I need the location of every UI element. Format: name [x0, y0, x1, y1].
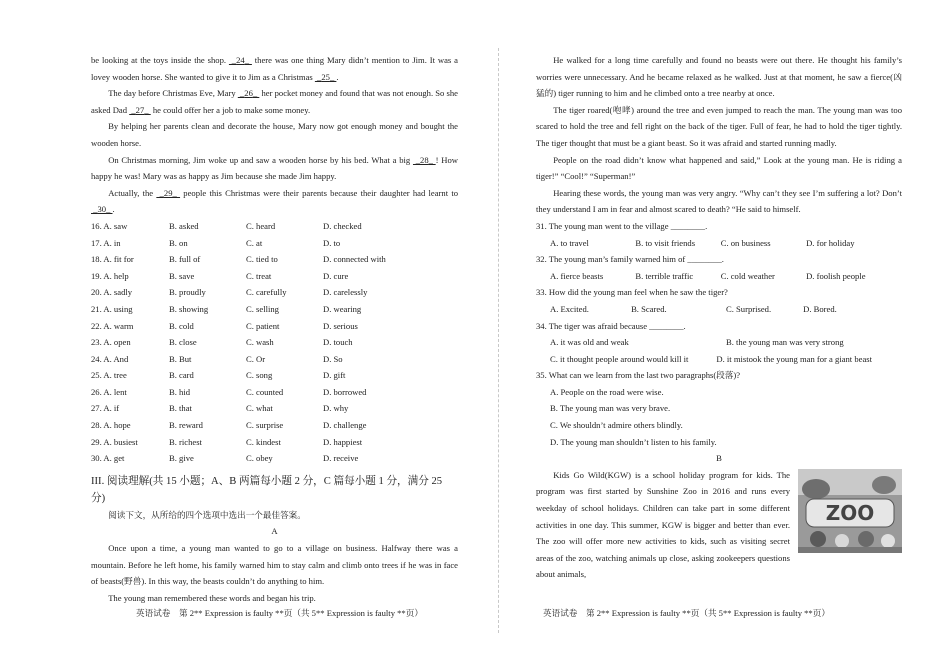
option: D. The young man shouldn’t listen to his family. [550, 436, 717, 447]
option: D. Bored. [803, 303, 837, 314]
option: 30. A. get [91, 453, 125, 464]
option: C. surprise [246, 420, 284, 431]
option: C. wash [246, 337, 274, 348]
question-35: 35. What can we learn from the last two paragraphs(段落)? [536, 370, 741, 381]
option: 29. A. busiest [91, 436, 138, 447]
question-34-options-row-2: C. it thought people around would kill it D. it mistook the young man for a giant beast [550, 353, 873, 364]
blank-28: _28_ [412, 154, 436, 165]
option: B. showing [169, 303, 209, 314]
right-column [536, 52, 902, 583]
option: B. card [169, 370, 194, 381]
option: D. for holiday [806, 237, 855, 248]
option-row [91, 334, 458, 351]
page-footer-right: 英语试卷 第 2** Expression is faulty **页（共 5** Expression is faulty **页） [543, 608, 830, 618]
section-instruction: 阅读下文，从所给的四个选项中选出一个最佳答案。 [108, 509, 306, 520]
option: B. hid [169, 386, 191, 397]
option: B. asked [169, 220, 199, 231]
option: B. save [169, 270, 195, 281]
question-32: 32. The young man’s family warned him of ________. [536, 254, 724, 265]
zoo-photo [798, 469, 902, 553]
option-row [91, 450, 458, 467]
option: B. on [169, 237, 188, 248]
option: 25. A. tree [91, 370, 127, 381]
option: C. Or [246, 353, 266, 364]
option-row [91, 218, 458, 235]
option: C. what [246, 403, 273, 414]
option: B. to visit friends [635, 237, 696, 248]
option: 21. A. using [91, 303, 133, 314]
option-row [91, 400, 458, 417]
option: 27. A. if [91, 403, 120, 414]
cloze-paragraph-4: On Christmas morning, Jim woke up and saw a wooden horse by his bed. What a big _28_ ! How happy he was! Mary was as happy as Jim because she made Jim happy. [91, 154, 458, 182]
blank-24: _24_ [228, 55, 252, 65]
option-row [91, 384, 458, 401]
option: D. to [323, 237, 341, 248]
question-33: 33. How did the young man feel when he saw the tiger? [536, 287, 728, 298]
option: C. at [246, 237, 263, 248]
cloze-paragraph-5: Actually, the _29_ people this Christmas were their parents because their daughter had learnt to _30_ . [91, 187, 458, 215]
option: C. kindest [246, 436, 281, 447]
cloze-paragraph-1: be looking at the toys inside the shop. _24_ there was one thing Mary didn’t mention to Jim. It was a lovey wooden horse. She wanted to give it to Jim as a Christmas _25_ . [91, 55, 458, 82]
option: B. reward [169, 420, 203, 431]
option: D. challenge [323, 420, 367, 431]
option: B. cold [169, 320, 194, 331]
passage-label-a: A [271, 526, 278, 537]
option: 24. A. And [91, 353, 129, 364]
passage-a-paragraph-6: Hearing these words, the young man was very angry. “Why can’t they see I’m suffering a lot? Don’t they understand I am in fear and almost scared to death? “He said to himself. [536, 187, 902, 215]
option: C. cold weather [720, 270, 775, 281]
option: D. cure [323, 270, 349, 281]
option: D. connected with [323, 254, 386, 265]
option: C. tied to [246, 254, 278, 265]
option: B. terrible traffic [635, 270, 694, 281]
blank-26: _26_ [237, 88, 260, 99]
option: B. The young man was very brave. [550, 403, 671, 414]
cloze-paragraph-2: The day before Christmas Eve, Mary _26_ her pocket money and found that was not enough. So she asked Dad _27_ he could offer her a job to make some money. [91, 88, 458, 115]
passage-a-paragraph-3: He walked for a long time carefully and found no beasts were out there. He thought his family’s worries were unnecessary. And he became relaxed as he walked. Just at that moment, he saw a fierce(凶猛的) tiger running to him and he climbed onto a tree nearby at once. [536, 55, 902, 99]
option: 20. A. sadly [91, 287, 133, 298]
option: A. Excited. [550, 303, 589, 314]
question-31-options [536, 235, 902, 252]
option: D. happiest [323, 436, 363, 447]
option: 18. A. fit for [91, 254, 134, 265]
option: 22. A. warm [91, 320, 134, 331]
option: 28. A. hope [91, 420, 131, 431]
option-row [91, 235, 458, 252]
option: B. that [169, 403, 192, 414]
option: C. carefully [246, 287, 287, 298]
option: C. patient [246, 320, 280, 331]
option: B. the young man was very strong [726, 337, 844, 348]
section-heading: III. 阅读理解(共 15 小题；A、B 两篇每小题 2 分，C 篇每小题 1 分，满分 25 分) [91, 475, 443, 504]
option-row [91, 251, 458, 268]
option: B. give [169, 453, 194, 464]
option-row [91, 268, 458, 285]
option: B. close [169, 337, 197, 348]
option: A. fierce beasts [550, 270, 604, 281]
left-column [91, 52, 458, 606]
option: 26. A. lent [91, 386, 127, 397]
passage-a-paragraph-1: Once upon a time, a young man wanted to go to a village on business. Halfway there was a mountain. Before he left home, his family warned him to stay calm and climb onto trees if he was in face of beasts(野兽). In this way, the beasts couldn’t do anything to him. [91, 543, 458, 587]
question-33-options [536, 301, 902, 318]
option: C. counted [246, 386, 284, 397]
option: C. We shouldn’t admire others blindly. [550, 420, 683, 431]
option: D. borrowed [323, 386, 367, 397]
option: A. it was old and weak [550, 337, 629, 348]
option: B. Scared. [631, 303, 667, 314]
option: D. foolish people [806, 270, 866, 281]
option: B. proudly [169, 287, 206, 298]
option: D. receive [323, 453, 359, 464]
passage-a-paragraph-2: The young man remembered these words and began his trip. [108, 592, 316, 603]
cloze-options-list [91, 218, 458, 467]
option-row [91, 284, 458, 301]
option: D. checked [323, 220, 362, 231]
option-row [91, 417, 458, 434]
option: D. So [323, 353, 343, 364]
option: 17. A. in [91, 237, 121, 248]
passage-a-paragraph-4: The tiger roared(咆哮) around the tree and even jumped to reach the man. The young man was too scared to hold the tree and fell right on the back of the tiger. Full of fear, he had to hold the tiger tightly. The tiger thought that must be a giant beast. So it was afraid and started running madly. [536, 104, 902, 148]
option: D. gift [323, 370, 346, 381]
option-row [91, 434, 458, 451]
option: 23. A. open [91, 337, 131, 348]
option: A. People on the road were wise. [550, 386, 664, 397]
option: C. treat [246, 270, 272, 281]
option: C. song [246, 370, 273, 381]
option: 16. A. saw [91, 220, 128, 231]
option: 19. A. help [91, 270, 129, 281]
zoo-sign-text: ZOO [825, 500, 875, 525]
option: D. serious [323, 320, 358, 331]
option: A. to travel [550, 237, 589, 248]
option: C. Surprised. [726, 303, 772, 314]
option: D. wearing [323, 303, 362, 314]
page-footer-left: 英语试卷 第 2** Expression is faulty **页（共 5** Expression is faulty **页） [136, 608, 423, 618]
question-34: 34. The tiger was afraid because ________. [536, 320, 686, 331]
option: B. But [169, 353, 192, 364]
question-31: 31. The young man went to the village ________. [536, 220, 708, 231]
blank-27: _27_ [129, 104, 151, 115]
option: C. heard [246, 220, 276, 231]
option-row [91, 301, 458, 318]
option: D. touch [323, 337, 353, 348]
option: D. carelessly [323, 287, 368, 298]
blank-29: _29_ [156, 187, 181, 198]
option: C. on business [720, 237, 771, 248]
question-32-options [536, 268, 902, 285]
option-row [91, 367, 458, 384]
cloze-paragraph-3: By helping her parents clean and decorate the house, Mary now got enough money and bought the wooden horse. [91, 121, 458, 148]
passage-a-paragraph-5: People on the road didn’t know what happened and said,” Look at the young man. He is riding a tiger!” “Cool!” “Superman!” [536, 154, 902, 182]
option: C. selling [246, 303, 279, 314]
column-divider [498, 48, 499, 633]
option-row [91, 351, 458, 368]
blank-25: _25_ [314, 71, 337, 82]
passage-b-paragraph-1: Kids Go Wild(KGW) is a school holiday program for kids. The program was first started by Sunshine Zoo in 2016 and runs every weekday of school holidays. Children can take part in some different activities in one day. This summer, KGW is bigger and better than ever. The zoo will offer more new activities to kids, such as visiting secret areas of the zoo, watching animals up close, asking zookeepers questions about animals, [536, 469, 790, 580]
passage-label-b: B [716, 453, 722, 464]
question-34-options-row-1 [536, 334, 902, 351]
option: B. full of [169, 254, 201, 265]
option: C. obey [246, 453, 273, 464]
zoo-illustration-icon [798, 469, 902, 553]
option: D. why [323, 403, 349, 414]
option: B. richest [169, 436, 202, 447]
option-row [91, 318, 458, 335]
blank-30: _30_ [91, 204, 113, 215]
